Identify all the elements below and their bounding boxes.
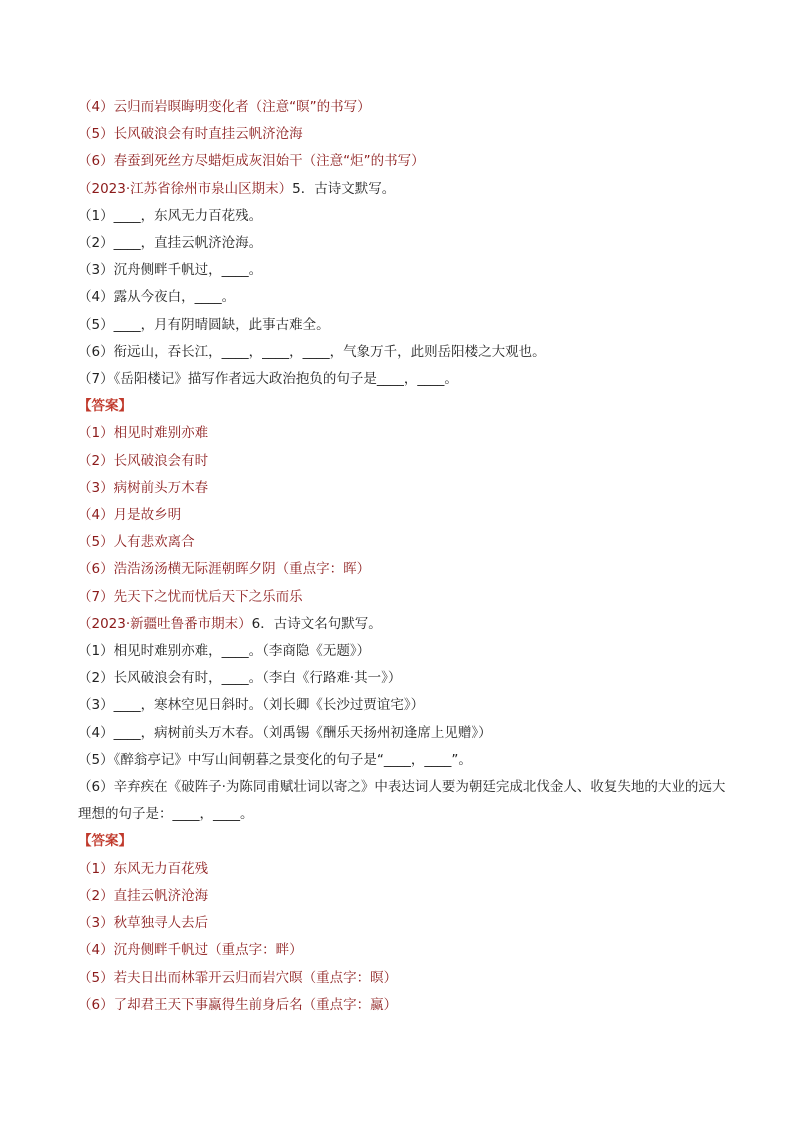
q6-answer-label: 【答案】 (78, 833, 132, 850)
q5-item-2: （2）____，直挂云帆济沧海。 (78, 235, 263, 252)
q6-answer-6: （6）了却君王天下事赢得生前身后名（重点字：赢） (78, 996, 398, 1013)
q6-item-1: （1）相见时难别亦难，____。（李商隐《无题》） (78, 643, 371, 660)
q5-answer-5: （5）人有悲欢离合 (78, 534, 195, 551)
q6-answer-2: （2）直挂云帆济沧海 (78, 887, 209, 904)
q6-item-5: （5）《醉翁亭记》中写山间朝暮之景变化的句子是“____，____”。 (78, 751, 472, 768)
prev-answer-5: （5）长风破浪会有时直挂云帆济沧海 (78, 126, 303, 143)
document-page (78, 94, 738, 1019)
q6-item-4: （4）____，病树前头万木春。（刘禹锡《酬乐天扬州初逢席上见赠》） (78, 724, 492, 741)
q6-answer-4: （4）沉舟侧畔千帆过（重点字：畔） (78, 942, 303, 959)
q6-answer-3: （3）秋草独寻人去后 (78, 915, 209, 932)
q5-answer-3: （3）病树前头万木春 (78, 479, 209, 496)
q5-item-1: （1）____，东风无力百花残。 (78, 207, 263, 224)
q5-item-5: （5）____，月有阴晴圆缺，此事古难全。 (78, 316, 330, 333)
q5-item-4: （4）露从今夜白，____。 (78, 289, 236, 306)
q6-item-2: （2）长风破浪会有时，____。（李白《行路难·其一》） (78, 670, 402, 687)
q5-answer-4: （4）月是故乡明 (78, 507, 182, 524)
q5-source: （2023·江苏省徐州市泉山区期末） (78, 180, 293, 197)
q6-header (78, 611, 738, 638)
q5-answer-2: （2）长风破浪会有时 (78, 452, 209, 469)
q5-stem: 5．古诗文默写。 (292, 180, 396, 197)
q5-answer-label: 【答案】 (78, 398, 132, 415)
q6-source: （2023·新疆吐鲁番市期末） (78, 615, 252, 632)
q5-header (78, 176, 738, 203)
q5-answer-6: （6）浩浩汤汤横无际涯朝晖夕阴（重点字：晖） (78, 561, 371, 578)
q5-answer-7: （7）先天下之忧而忧后天下之乐而乐 (78, 588, 303, 605)
q6-stem: 6．古诗文名句默写。 (251, 615, 382, 632)
prev-answer-4: （4）云归而岩暝晦明变化者（注意“暝”的书写） (78, 99, 371, 115)
q6-answer-1: （1）东风无力百花残 (78, 860, 209, 877)
q5-answer-1: （1）相见时难别亦难 (78, 425, 209, 442)
q5-item-6: （6）衔远山，吞长江，____，____，____，气象万千，此则岳阳楼之大观也。 (78, 343, 546, 360)
q6-item-3: （3）____，寒林空见日斜时。（刘长卿《长沙过贾谊宅》） (78, 697, 425, 714)
q5-item-7: （7）《岳阳楼记》描写作者远大政治抱负的句子是____，____。 (78, 371, 458, 388)
prev-answer-6: （6）春蚕到死丝方尽蜡炬成灰泪始干（注意“炬”的书写） (78, 153, 425, 170)
q6-item-6: （6）辛弃疾在《破阵子·为陈同甫赋壮词以寄之》中表达词人要为朝廷完成北伐金人、收复失地的大业的远大理想的句子是：____，____。 (78, 779, 726, 823)
q5-item-3: （3）沉舟侧畔千帆过，____。 (78, 262, 263, 279)
q6-answer-5: （5）若夫日出而林霏开云归而岩穴暝（重点字：暝） (78, 969, 398, 986)
